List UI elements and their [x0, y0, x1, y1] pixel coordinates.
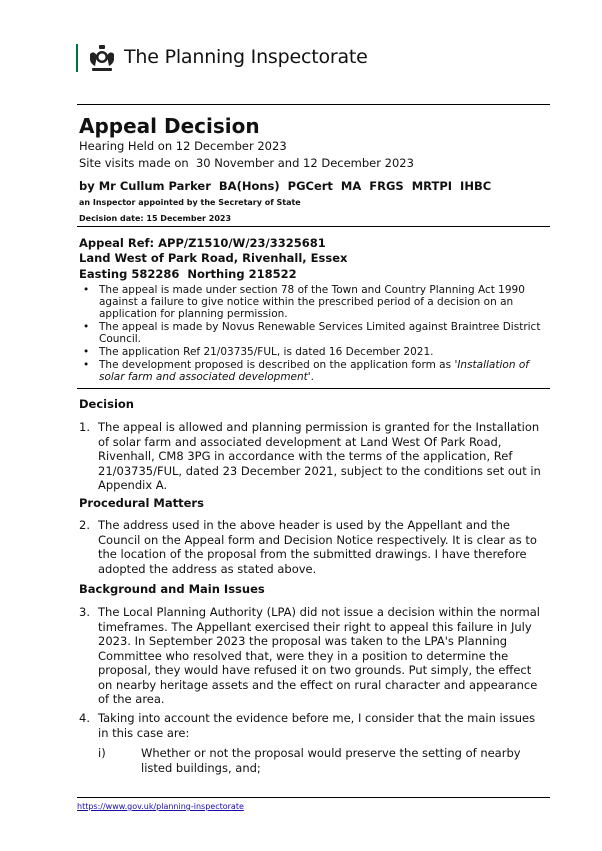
section-heading-decision: Decision — [79, 397, 134, 411]
inspector-appointment: an Inspector appointed by the Secretary of State — [79, 198, 301, 207]
main-issue-i — [98, 746, 549, 775]
paragraph-4 — [79, 711, 549, 740]
site-visit-dates: Site visits made on 30 November and 12 December 2023 — [79, 156, 414, 170]
appeal-site: Land West of Park Road, Rivenhall, Essex — [79, 251, 348, 265]
header-rule — [77, 104, 550, 105]
paragraph-number: 2. — [79, 518, 90, 532]
paragraph-1 — [79, 420, 549, 493]
list-item: • The application Ref 21/03735/FUL, is dated 16 December 2021. — [79, 346, 549, 358]
paragraph-text: Taking into account the evidence before me, I consider that the main issues in this case are: — [98, 711, 536, 740]
page-title: Appeal Decision — [79, 114, 260, 138]
development-description: 'Installation of solar farm and associated development' — [99, 359, 529, 383]
paragraph-2 — [79, 518, 549, 576]
grid-reference: Easting 582286 Northing 218522 — [79, 267, 297, 281]
paragraph-number: 4. — [79, 711, 90, 725]
list-item: • The appeal is made under section 78 of the Town and Country Planning Act 1990 against a failure to give notice within the prescribed period of a decision on an application for planning permission. — [79, 284, 549, 320]
paragraph-text: The appeal is allowed and planning permission is granted for the Installation of solar farm and associated development at Land West Of Park Road, Rivenhall, CM8 3PG in accordance with the terms of the application, Ref 21/03735/FUL, dated 23 December 2021, subject to the conditions set out in Appendix A. — [98, 420, 541, 492]
organisation-name: The Planning Inspectorate — [124, 46, 368, 68]
title-rule — [77, 226, 550, 227]
royal-crest-icon — [86, 44, 118, 74]
hearing-date: Hearing Held on 12 December 2023 — [79, 139, 287, 153]
paragraph-3 — [79, 605, 549, 707]
inspector-name: by Mr Cullum Parker BA(Hons) PGCert MA FRGS MRTPI IHBC — [79, 179, 492, 193]
paragraph-number: 1. — [79, 420, 90, 434]
list-item — [79, 359, 549, 383]
appeal-ref: Appeal Ref: APP/Z1510/W/23/3325681 — [79, 236, 326, 250]
footer-rule — [77, 797, 550, 798]
logo-accent-bar — [76, 44, 78, 72]
decision-date: Decision date: 15 December 2023 — [79, 214, 232, 223]
list-item: • The appeal is made by Novus Renewable Services Limited against Braintree District Council. — [79, 321, 549, 345]
issue-text: Whether or not the proposal would preserve the setting of nearby listed buildings, and; — [141, 746, 521, 775]
issue-number: i) — [98, 746, 106, 760]
paragraph-text: The address used in the above header is used by the Appellant and the Council on the Appeal form and Decision Notice respectively. It is clear as to the location of the proposal from the submitted drawings. I have therefore adopted the address as stated above. — [98, 518, 537, 576]
section-heading-background: Background and Main Issues — [79, 582, 265, 596]
paragraph-number: 3. — [79, 605, 90, 619]
planning-inspectorate-link[interactable]: https://www.gov.uk/planning-inspectorate — [77, 802, 244, 811]
summary-rule — [77, 388, 550, 389]
development-description-lead: The development proposed is described on the application form as — [99, 359, 455, 371]
paragraph-text: The Local Planning Authority (LPA) did not issue a decision within the normal timeframes. The Appellant exercised their right to appeal this failure in July 2023. In September 2023 the proposal was taken to the LPA's Planning Committee who resolved that, were they in a position to determine the proposal, they would have refused it on two grounds. Put simply, the effect on nearby heritage assets and the effect on rural character and appearance of the area. — [98, 605, 540, 706]
section-heading-procedural: Procedural Matters — [79, 496, 204, 510]
development-description-end: . — [310, 371, 315, 383]
appeal-details-list — [79, 284, 549, 384]
